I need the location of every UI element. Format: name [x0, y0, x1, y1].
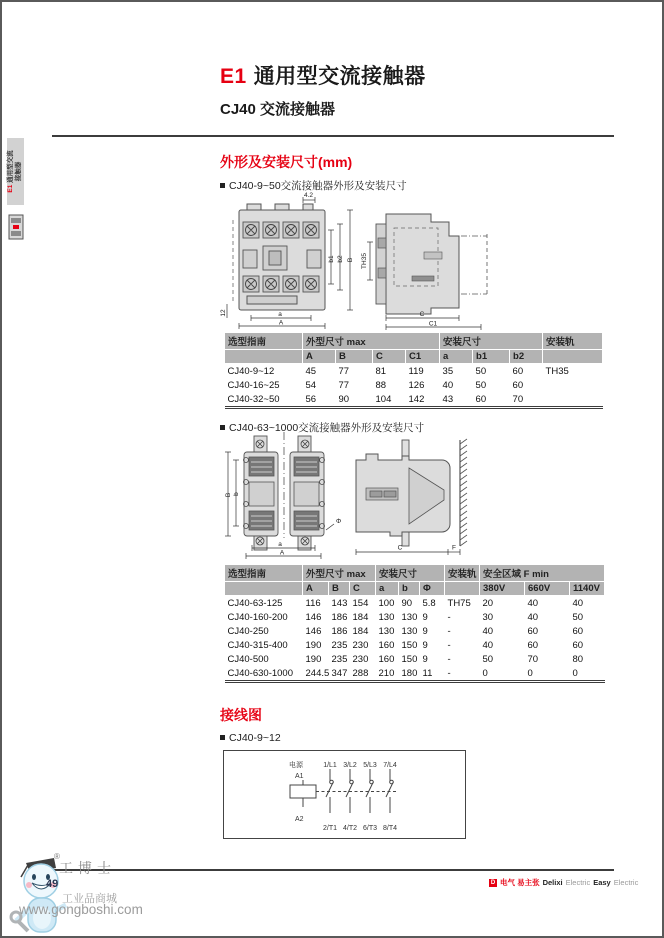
coil-symbol — [290, 780, 316, 807]
drawing-side-view-small-contactor — [354, 194, 494, 330]
table-row: CJ40-315-400 190 235 230 160 150 9 - 40 60 60 — [227, 639, 584, 651]
coil-terminal-a2: A2 — [295, 816, 304, 823]
dimension-table-small-range — [224, 332, 603, 409]
table-group-header-row: 选型指南 外型尺寸 max 安装尺寸 安装轨 — [225, 333, 603, 350]
terminal-label-3l2: 3/L2 — [343, 762, 357, 769]
drawing-front-view-small-contactor — [217, 192, 357, 330]
section-heading-dimensions: 外形及安装尺寸(mm) — [220, 154, 353, 170]
registered-mark: ® — [54, 852, 60, 861]
dim-label-C: C — [397, 544, 403, 552]
power-label: 电源 — [289, 762, 303, 769]
table-row: CJ40-630-1000 244.5 347 288 210 180 11 - 0 0 0 — [227, 667, 578, 679]
dim-label-12: 12 — [220, 309, 227, 317]
table-row: CJ40-250 146 186 184 130 130 9 - 40 60 60 — [227, 625, 584, 637]
terminal-label-5l3: 5/L3 — [363, 762, 377, 769]
section-heading-wiring: 接线图 — [220, 707, 262, 723]
dim-label-C: C — [419, 311, 425, 318]
delixi-brand-en: Delixi — [542, 878, 563, 887]
header-rule — [52, 135, 614, 137]
table-column-header-row: A B C a b Φ 380V 660V 1140V — [225, 582, 605, 596]
terminal-label-7l4: 7/L4 — [383, 762, 397, 769]
page-subtitle: CJ40 交流接触器 — [220, 101, 336, 118]
contact-symbols — [326, 769, 393, 813]
delixi-logo-icon: D — [490, 879, 496, 886]
rail-label-th35: TH35 — [361, 253, 368, 269]
dimension-table-large-range — [224, 564, 605, 683]
bullet-square-icon — [220, 183, 225, 188]
wiring-diagram-box — [223, 750, 466, 839]
gongboshi-website-url: www.gongboshi.com — [19, 902, 143, 917]
dim-label-b2: b2 — [337, 255, 344, 263]
dim-label-B: B — [225, 492, 232, 498]
dim-label-a: a — [278, 311, 282, 318]
footer-rule — [52, 869, 614, 871]
wiring-diagram — [224, 751, 465, 838]
gongboshi-brand-name: 工博士 — [59, 862, 116, 877]
table-row: CJ40-16~25 54 77 88 126 40 50 60 — [227, 379, 524, 391]
terminal-label-2t1: 2/T1 — [322, 825, 338, 832]
dim-label-F: F — [452, 544, 456, 552]
page-number: 49 — [46, 878, 59, 890]
coil-terminal-a1: A1 — [295, 773, 304, 780]
delixi-slogan-zh: 电气 易主张 — [500, 878, 540, 887]
table-row: CJ40-500 190 235 230 160 150 9 - 50 70 80 — [227, 653, 584, 665]
terminal-label-4t2: 4/T2 — [342, 825, 358, 832]
table-row: CJ40-63-125 116 143 154 100 90 5.8 TH75 20 40 40 — [227, 597, 584, 609]
dim-label-top: 4.2 — [304, 192, 314, 199]
bullet-large-range: CJ40-63~1000交流接触器外形及安装尺寸 — [220, 420, 424, 435]
dim-label-B: B — [347, 257, 354, 263]
table-row: CJ40-9~12 45 77 81 119 35 50 60 TH35 — [227, 365, 569, 377]
bullet-square-icon — [220, 735, 225, 740]
terminal-label-1l1: 1/L1 — [323, 762, 337, 769]
sidebar-contactor-icon — [7, 212, 25, 242]
page-title-code: E1 — [220, 65, 247, 88]
bullet-small-range: CJ40-9~50交流接触器外形及安装尺寸 — [220, 178, 407, 193]
table-group-header-row: 选型指南 外型尺寸 max 安装尺寸 安装轨 安全区域 F min — [225, 565, 605, 582]
dim-label-A: A — [278, 319, 284, 327]
dim-label-A: A — [279, 549, 285, 557]
delixi-slogan-en: Easy — [593, 878, 611, 887]
dimension-lines — [356, 549, 460, 555]
dim-label-phi: Φ — [336, 518, 342, 525]
page-title: E1 通用型交流接触器 — [220, 65, 426, 88]
table-row: CJ40-160-200 146 186 184 130 130 9 - 30 40 50 — [227, 611, 584, 623]
dim-label-b1: b1 — [328, 255, 335, 263]
dim-label-b: b — [233, 492, 240, 496]
sidebar-section-tab — [7, 138, 24, 205]
sidebar-tab-code: E1 — [7, 184, 14, 193]
terminal-label-8t4: 8/T4 — [382, 825, 398, 832]
delixi-brand-line: D 电气 易主张 Delixi Electric Easy Electric — [490, 878, 639, 887]
dim-label-a: a — [278, 541, 282, 548]
drawing-front-view-large-contactor — [222, 430, 347, 560]
table-column-header-row: A B C C1 a b1 b2 — [225, 350, 603, 364]
terminal-label-6t3: 6/T3 — [362, 825, 378, 832]
dim-label-C1: C1 — [428, 320, 438, 328]
table-row: CJ40-32~50 56 90 104 142 43 60 70 — [227, 393, 524, 405]
sidebar-tab-label: E1 通用型交流 接触器 — [7, 150, 22, 193]
drawing-side-view-large-contactor — [340, 434, 475, 558]
bullet-wiring-model: CJ40-9~12 — [220, 732, 281, 744]
gongboshi-brand-subtitle: 工业品商城 — [62, 893, 117, 905]
